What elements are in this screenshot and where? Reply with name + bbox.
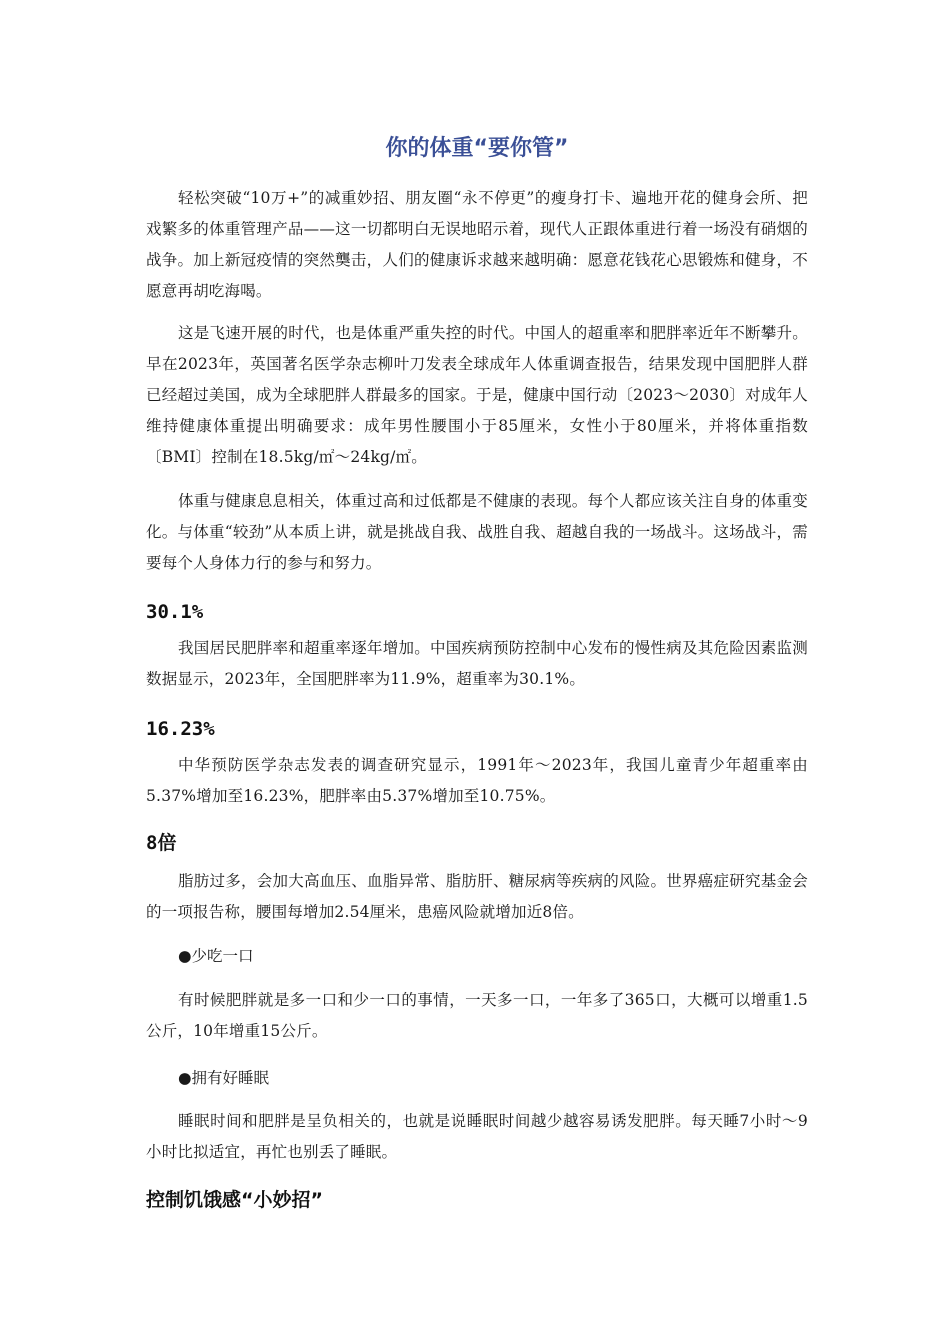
intro-paragraph-1: 轻松突破“10万+”的减重妙招、朋友圈“永不停更”的瘦身打卡、遍地开花的健身会所、把戏繁多的体重管理产品——这一切都明白无误地昭示着，现代人正跟体重进行着一场没有硝烟的战争。加上新冠疫情的突然龑击，人们的健康诉求越来越明确：愿意花钱花心思锻炼和健身，不愿意再胡吃海喝。	[146, 189, 808, 300]
intro-paragraph-2: 这是飞速开展的时代，也是体重严重失控的时代。中国人的超重率和肥胖率近年不断攀升。早在2023年，英国著名医学杂志柳叶刀发表全球成年人体重调查报告，结果发现中国肥胖人群已经超过美国，成为全球肥胖人群最多的国家。于是，健康中国行动〔2023～2030〕对成年人维持健康体重提出明确要求：成年男性腰围小于85厘米，女性小于80厘米，并将体重指数〔BMI〕控制在18.5kg/㎡～24kg/㎡。	[146, 324, 808, 466]
stat-text-youth-overweight: 中华预防医学杂志发表的调查研究显示，1991年～2023年，我国儿童青少年超重率由5.37%增加至16.23%，肥胖率由5.37%增加至10.75%。	[146, 756, 808, 805]
stat-text-overweight-rate: 我国居民肥胖率和超重率逐年增加。中国疾病预防控制中心发布的慢性病及其危险因素监测数据显示，2023年，全国肥胖率为11.9%，超重率为30.1%。	[146, 639, 808, 688]
stat-figure-cancer-risk: 8倍	[146, 832, 177, 854]
article-title: 你的体重“要你管”	[385, 136, 569, 161]
tip-label-eat-less: ●少吃一口	[178, 947, 254, 965]
stat-figure-overweight-rate: 30.1%	[146, 601, 204, 623]
tip-text-eat-less: 有时候肥胖就是多一口和少一口的事情，一天多一口，一年多了365口，大概可以增重1.5公斤，10年增重15公斤。	[146, 991, 808, 1040]
intro-paragraph-3: 体重与健康息息相关，体重过高和过低都是不健康的表现。每个人都应该关注自身的体重变化。与体重“较劲”从本质上讲，就是挑战自我、战胜自我、超越自我的一场战斗。这场战斗，需要每个人身体力行的参与和努力。	[146, 492, 808, 572]
section-heading-hunger-tips: 控制饥饿感“小妙招”	[146, 1189, 323, 1211]
stat-figure-youth-overweight: 16.23%	[146, 718, 215, 740]
stat-text-cancer-risk: 脂肪过多，会加大高血压、血脂异常、脂肪肝、糖尿病等疾病的风险。世界癌症研究基金会的一项报告称，腰围每增加2.54厘米，患癌风险就增加近8倍。	[146, 872, 808, 921]
tip-text-good-sleep: 睡眠时间和肥胖是呈负相关的，也就是说睡眠时间越少越容易诱发肥胖。每天睡7小时～9小时比拟适宜，再忙也别丢了睡眠。	[146, 1112, 808, 1161]
tip-label-good-sleep: ●拥有好睡眠	[178, 1069, 270, 1087]
